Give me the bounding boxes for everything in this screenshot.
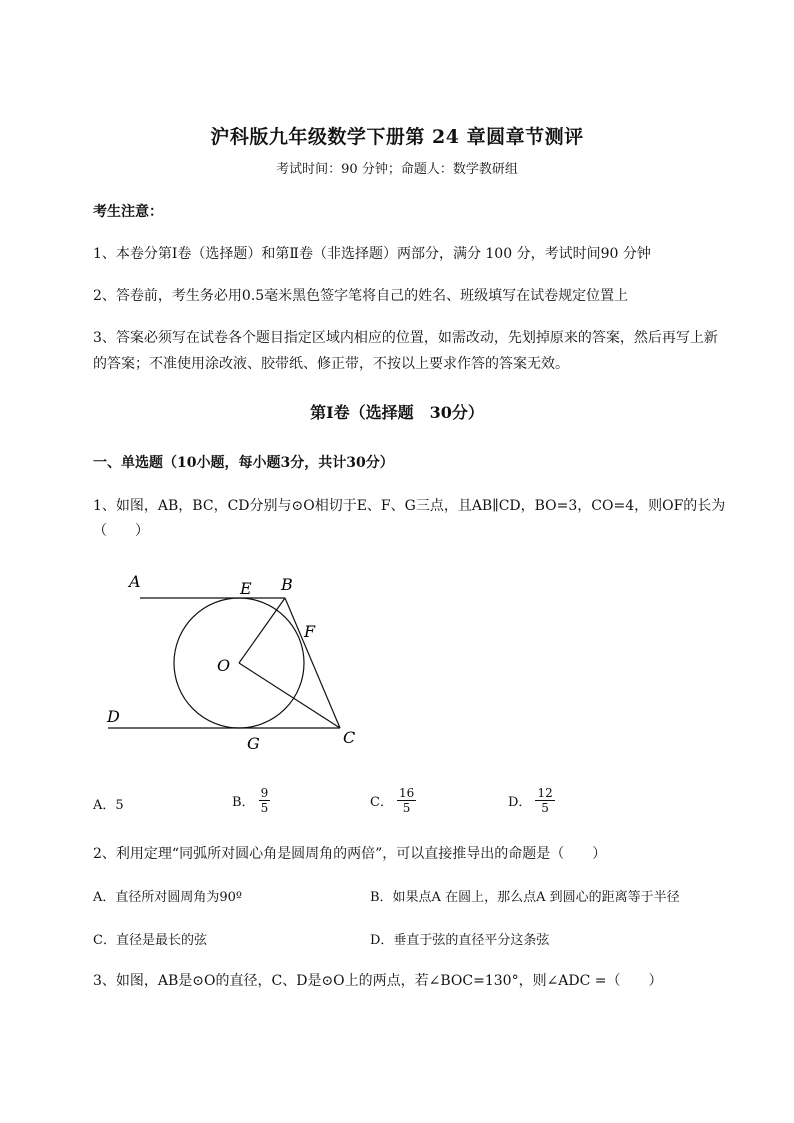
question-2-option-a: A．直径所对圆周角为90º xyxy=(93,890,243,905)
label-a: A xyxy=(129,572,141,591)
segment-ob xyxy=(239,598,285,663)
label-o: O xyxy=(217,656,231,675)
exam-info: 考试时间：90 分钟；命题人：数学教研组 xyxy=(276,162,518,177)
segment-bc xyxy=(285,598,340,728)
page-title: 沪科版九年级数学下册第 24 章圆章节测评 xyxy=(210,126,584,148)
label-g: G xyxy=(247,734,260,753)
label-c: C xyxy=(343,728,356,747)
notice-item: 1、本卷分第Ⅰ卷（选择题）和第Ⅱ卷（非选择题）两部分，满分 100 分，考试时间90 分钟 xyxy=(93,246,651,262)
question-1-option-c: C． $\frac{16}{5}$ xyxy=(370,786,415,815)
question-1-option-b: B． $\frac{9}{5}$ xyxy=(232,786,269,815)
question-1-stem: 1、如图，AB，BC，CD分别与⊙O相切于E、F、G三点，且AB∥CD，BO=3，CO=4，则OF的长为 xyxy=(93,498,726,514)
question-1-figure xyxy=(95,565,375,755)
question-2-option-d: D．垂直于弦的直径平分这条弦 xyxy=(370,933,550,948)
question-2-option-b: B．如果点A 在圆上，那么点A 到圆心的距离等于半径 xyxy=(370,890,680,905)
part-heading: 一、单选题（10小题，每小题3分，共计30分） xyxy=(93,455,394,471)
question-1-option-a: A．5 xyxy=(93,798,124,813)
section-title: 第Ⅰ卷（选择题 30分） xyxy=(310,403,484,422)
fraction: $\frac{9}{5}$ xyxy=(260,786,269,815)
notice-item: 3、答案必须写在试卷各个题目指定区域内相应的位置，如需改动，先划掉原来的答案，然后再写上新 xyxy=(93,330,718,346)
fraction: $\frac{16}{5}$ xyxy=(398,786,415,815)
question-3-stem: 3、如图，AB是⊙O的直径，C、D是⊙O上的两点，若∠BOC=130°，则∠ADC =（ ） xyxy=(93,973,663,989)
notice-item: 2、答卷前，考生务必用0.5毫米黑色签字笔将自己的姓名、班级填写在试卷规定位置上 xyxy=(93,288,629,304)
notice-heading: 考生注意： xyxy=(93,204,163,220)
label-f: F xyxy=(304,622,316,641)
fraction: $\frac{12}{5}$ xyxy=(537,786,553,815)
question-2-stem: 2、利用定理“同弧所对圆心角是圆周角的两倍”，可以直接推导出的命题是（ ） xyxy=(93,846,607,862)
question-1-option-d: D． $\frac{12}{5}$ xyxy=(508,786,553,815)
segment-oc xyxy=(239,663,340,728)
notice-item: 的答案；不准使用涂改液、胶带纸、修正带，不按以上要求作答的答案无效。 xyxy=(93,356,569,372)
label-d: D xyxy=(107,707,120,726)
question-1-blank: （ ） xyxy=(93,523,149,539)
label-e: E xyxy=(240,579,252,598)
label-b: B xyxy=(281,575,293,594)
question-2-option-c: C．直径是最长的弦 xyxy=(93,933,207,948)
